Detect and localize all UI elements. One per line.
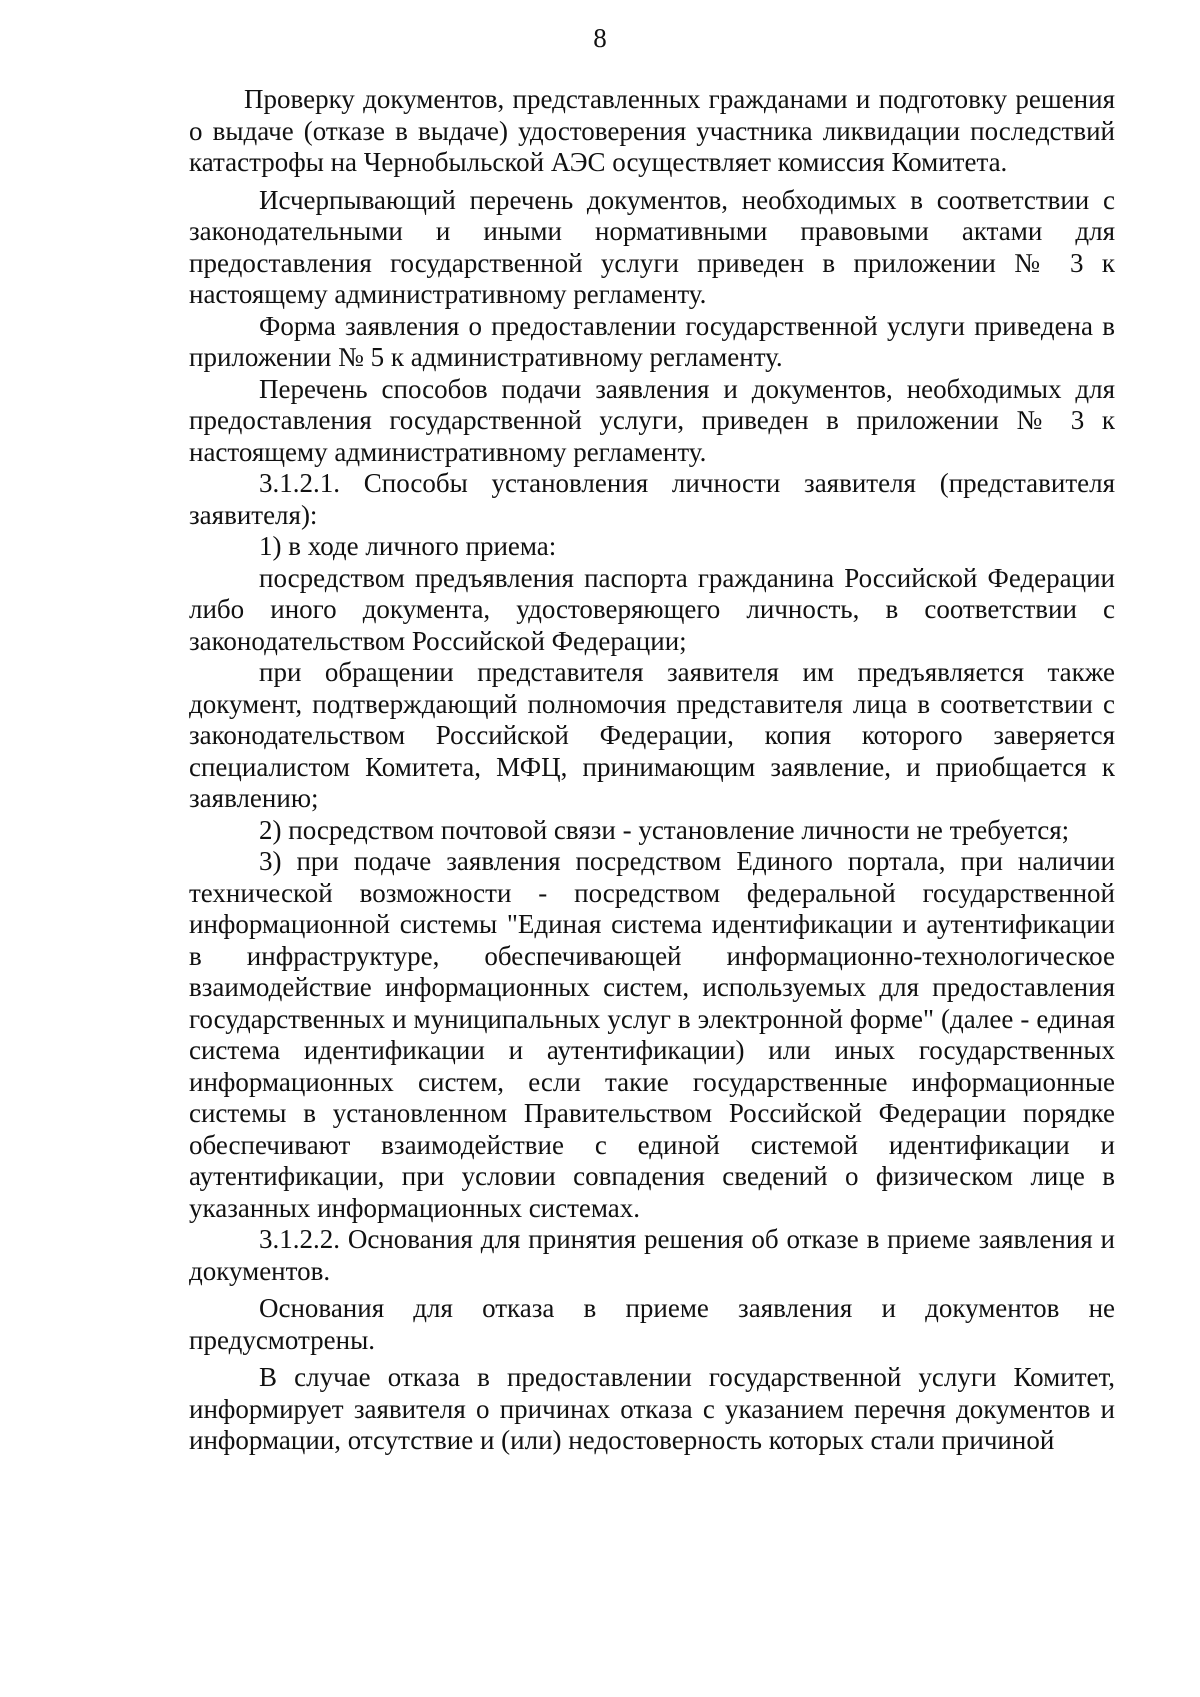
paragraph-refusal-notice: В случае отказа в предоставлении государственной услуги Комитет, информирует заявителя о причинах отказа с указанием перечня документов и информации, отсутствие и (или) недостоверность которых стали причиной — [189, 1362, 1115, 1455]
paragraph-refusal-grounds-heading: 3.1.2.2. Основания для принятия решения об отказе в приеме заявления и документов. — [189, 1224, 1115, 1286]
paragraph-commission-review: Проверку документов, представленных гражданами и подготовку решения о выдаче (отказе в выдаче) удостоверения участника ликвидации последствий катастрофы на Чернобыльской АЭС осуществляет комиссия Комитета. — [189, 84, 1115, 177]
paragraph-unified-portal: 3) при подаче заявления посредством Единого портала, при наличии технической возможности - посредством федеральной государственной информационной системы "Единая система идентификации и аутентификации в инфраструктуре, обеспечивающей информационно-технологическое взаимодействие информационных систем, используемых для предоставления государственных и муниципальных услуг в электронной форме" (далее - единая система идентификации и аутентификации) или иных государственных информационных систем, если такие государственные информационные системы в установленном Правительством Российской Федерации порядке обеспечивают взаимодействие с единой системой идентификации и аутентификации, при условии совпадения сведений о физическом лице в указанных информационных системах. — [189, 846, 1115, 1223]
paragraph-passport: посредством предъявления паспорта гражданина Российской Федерации либо иного документа, удостоверяющего личность, в соответствии с законодательством Российской Федерации; — [189, 562, 1115, 656]
paragraph-no-refusal-grounds: Основания для отказа в приеме заявления и документов не предусмотрены. — [189, 1293, 1115, 1355]
paragraph-documents-list: Исчерпывающий перечень документов, необходимых в соответствии с законодательными и иными нормативными правовыми актами для предоставления государственной услуги приведен в приложении № 3 к настоящему административному регламенту. — [189, 184, 1115, 309]
paragraph-representative: при обращении представителя заявителя им предъявляется также документ, подтверждающий полномочия представителя лица в соответствии с законодательством Российской Федерации, копия которого заверяется специалистом Комитета, МФЦ, принимающим заявление, и приобщается к заявлению; — [189, 657, 1115, 813]
page-number: 8 — [593, 23, 607, 53]
paragraph-identity-methods: 3.1.2.1. Способы установления личности заявителя (представителя заявителя): — [189, 468, 1115, 530]
paragraph-personal-visit: 1) в ходе личного приема: — [259, 531, 557, 561]
paragraph-application-form: Форма заявления о предоставлении государственной услуги приведена в приложении № 5 к административному регламенту. — [189, 310, 1115, 372]
paragraph-postal: 2) посредством почтовой связи - установление личности не требуется; — [259, 814, 1070, 845]
paragraph-submission-methods: Перечень способов подачи заявления и документов, необходимых для предоставления государственной услуги, приведен в приложении № 3 к настоящему административному регламенту. — [189, 373, 1115, 467]
document-body — [189, 84, 1115, 1457]
